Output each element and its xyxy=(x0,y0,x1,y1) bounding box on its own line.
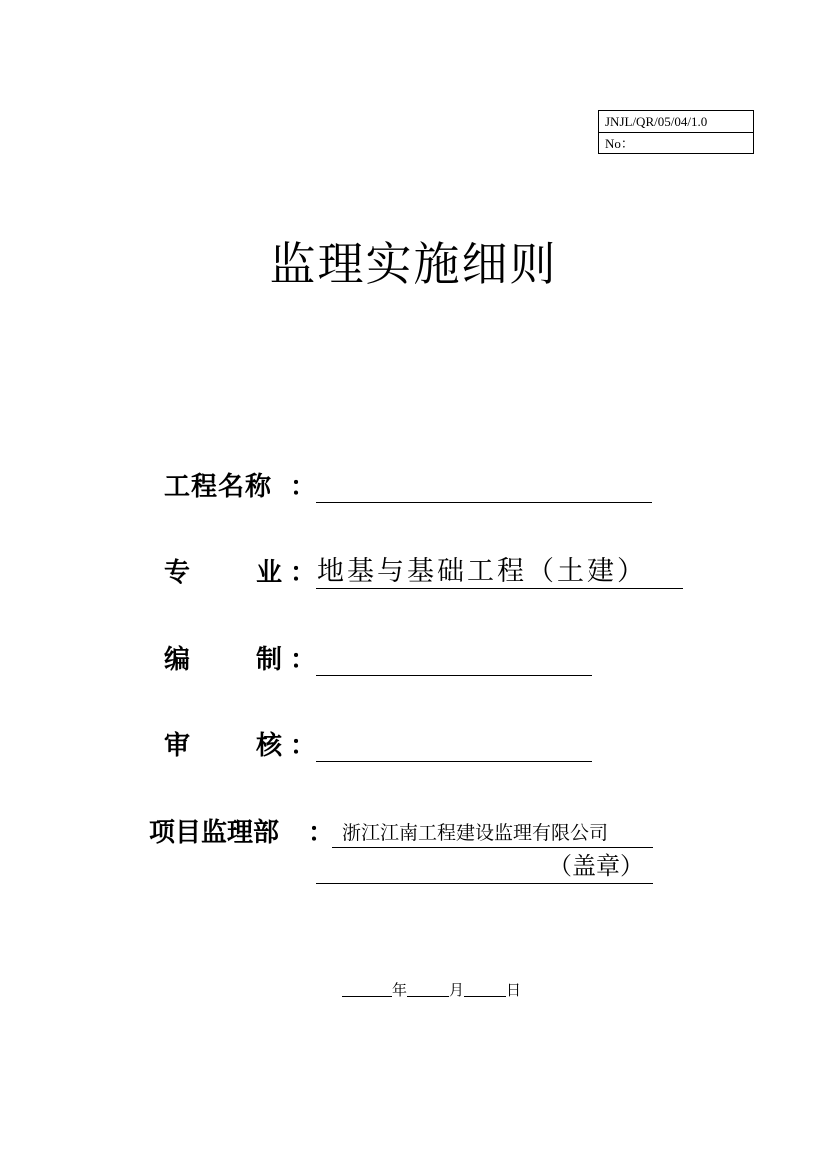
month-label: 月 xyxy=(449,981,465,999)
seal-note: （盖章） xyxy=(548,852,644,880)
project-name-underline xyxy=(316,502,652,503)
day-blank xyxy=(464,982,506,997)
specialty-label-second: 业 xyxy=(256,558,283,588)
project-name-label: 工程名称 xyxy=(164,472,273,502)
month-blank xyxy=(407,982,449,997)
supervision-dept-colon: ： xyxy=(308,818,335,848)
day-label: 日 xyxy=(506,981,522,999)
seal-underline xyxy=(316,883,653,884)
compiler-label-first: 编 xyxy=(164,645,191,675)
reviewer-underline xyxy=(316,761,592,762)
year-label: 年 xyxy=(392,981,408,999)
document-code: JNJL/QR/05/04/1.0 xyxy=(605,114,708,129)
specialty-value: 地基与基础工程（土建） xyxy=(317,556,647,587)
specialty-colon: ： xyxy=(290,558,317,588)
specialty-label-first: 专 xyxy=(164,558,191,588)
compiler-underline xyxy=(316,675,592,676)
compiler-label-second: 制 xyxy=(256,645,283,675)
document-code-box xyxy=(598,110,754,154)
year-blank xyxy=(342,982,392,997)
reviewer-label-first: 审 xyxy=(164,731,191,761)
supervision-company-name: 浙江江南工程建设监理有限公司 xyxy=(342,822,609,844)
date-line xyxy=(342,980,521,1000)
reviewer-colon: ： xyxy=(290,731,317,761)
compiler-colon: ： xyxy=(290,645,317,675)
project-name-colon: ： xyxy=(290,472,317,502)
page-title: 监理实施细则 xyxy=(269,237,558,291)
supervision-dept-label: 项目监理部 xyxy=(149,818,280,848)
document-number-label: No： xyxy=(599,132,753,153)
reviewer-label-second: 核 xyxy=(256,731,283,761)
specialty-underline xyxy=(316,588,683,589)
company-underline xyxy=(332,847,653,848)
